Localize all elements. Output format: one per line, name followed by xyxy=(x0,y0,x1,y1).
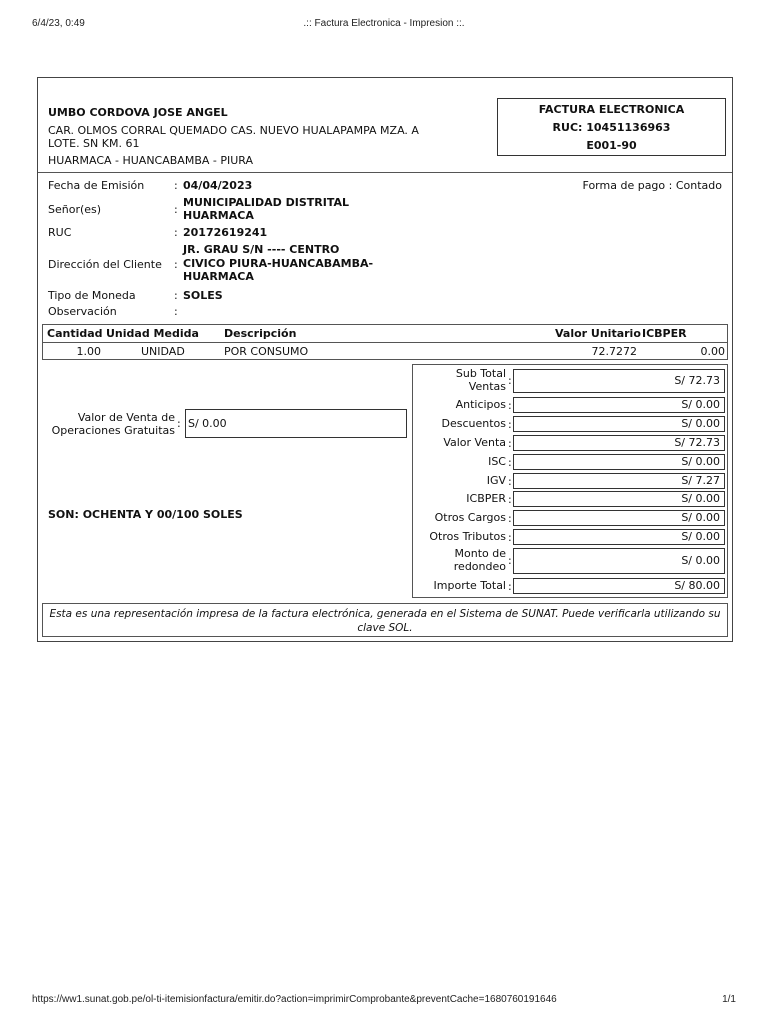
amount-in-words: SON: OCHENTA Y 00/100 SOLES xyxy=(48,508,243,521)
cell-unidad: UNIDAD xyxy=(141,345,185,358)
colon: : xyxy=(174,203,178,216)
total-label-anticipos: Anticipos xyxy=(455,398,506,411)
total-label-descuentos: Descuentos xyxy=(441,417,506,430)
senor-value-1: MUNICIPALIDAD DISTRITAL xyxy=(183,196,349,209)
total-value-descuentos: S/ 0.00 xyxy=(513,416,725,432)
direccion-value-3: HUARMACA xyxy=(183,270,254,283)
colon: : xyxy=(508,456,512,469)
divider xyxy=(43,342,727,343)
gratuitas-value: S/ 0.00 xyxy=(185,409,407,438)
colon: : xyxy=(508,554,512,567)
total-label-icbper: ICBPER xyxy=(466,492,506,505)
ruc-value: 20172619241 xyxy=(183,226,268,239)
total-value-otros-tributos: S/ 0.00 xyxy=(513,529,725,545)
invoice-document xyxy=(37,77,733,642)
total-label-importe-total: Importe Total xyxy=(433,579,506,592)
issuer-name: UMBO CORDOVA JOSE ANGEL xyxy=(48,106,228,119)
ruc-label: RUC xyxy=(48,226,72,239)
total-value-isc: S/ 0.00 xyxy=(513,454,725,470)
fecha-value: 04/04/2023 xyxy=(183,179,253,192)
moneda-value: SOLES xyxy=(183,289,223,302)
cell-cantidad: 1.00 xyxy=(76,345,101,358)
col-header-icbper: ICBPER xyxy=(642,327,687,340)
direccion-label: Dirección del Cliente xyxy=(48,258,162,271)
total-label-valor-venta: Valor Venta xyxy=(443,436,506,449)
colon: : xyxy=(174,305,178,318)
colon: : xyxy=(508,418,512,431)
gratuitas-label-2: Operaciones Gratuitas xyxy=(51,424,175,437)
total-value-anticipos: S/ 0.00 xyxy=(513,397,725,413)
colon: : xyxy=(508,437,512,450)
total-value-valor-venta: S/ 72.73 xyxy=(513,435,725,451)
items-table xyxy=(42,324,728,360)
fecha-label: Fecha de Emisión xyxy=(48,179,145,192)
cell-valor-unitario: 72.7272 xyxy=(591,345,637,358)
electronic-representation-note: Esta es una representación impresa de la factura electrónica, generada en el Sistema de SUNAT. Puede verificarla utilizando su clave SOL. xyxy=(42,603,728,637)
cell-descripcion: POR CONSUMO xyxy=(224,345,309,358)
col-header-valor-unitario: Valor Unitario xyxy=(555,327,641,340)
colon: : xyxy=(508,475,512,488)
issuer-location: HUARMACA - HUANCABAMBA - PIURA xyxy=(48,154,254,167)
total-value-importe-total: S/ 80.00 xyxy=(513,578,725,594)
colon: : xyxy=(174,226,178,239)
print-page-number: 1/1 xyxy=(722,994,736,1005)
print-datetime: 6/4/23, 0:49 xyxy=(32,18,85,29)
moneda-label: Tipo de Moneda xyxy=(48,289,136,302)
total-label-redondeo-2: redondeo xyxy=(453,560,506,573)
total-value-igv: S/ 7.27 xyxy=(513,473,725,489)
total-value-icbper: S/ 0.00 xyxy=(513,491,725,507)
total-label-subtotal-2: Ventas xyxy=(468,380,506,393)
gratuitas-label-1: Valor de Venta de xyxy=(77,411,175,424)
document-type: FACTURA ELECTRONICA xyxy=(538,103,685,116)
colon: : xyxy=(174,179,178,192)
total-value-subtotal: S/ 72.73 xyxy=(513,369,725,393)
colon: : xyxy=(177,417,181,430)
total-label-otros-cargos: Otros Cargos xyxy=(434,511,506,524)
col-header-unidad: Unidad Medida xyxy=(106,327,199,340)
direccion-value-2: CIVICO PIURA-HUANCABAMBA- xyxy=(183,257,374,270)
print-page-title: .:: Factura Electronica - Impresion ::. xyxy=(303,18,465,29)
total-label-igv: IGV xyxy=(486,474,506,487)
col-header-cantidad: Cantidad xyxy=(47,327,103,340)
total-value-redondeo: S/ 0.00 xyxy=(513,548,725,574)
col-header-descripcion: Descripción xyxy=(224,327,297,340)
document-number: E001-90 xyxy=(586,139,637,152)
colon: : xyxy=(508,531,512,544)
direccion-value-1: JR. GRAU S/N ---- CENTRO xyxy=(183,243,340,256)
forma-pago: Forma de pago : Contado xyxy=(582,179,722,192)
colon: : xyxy=(508,374,512,387)
issuer-address-line1: CAR. OLMOS CORRAL QUEMADO CAS. NUEVO HUALAPAMPA MZA. A xyxy=(48,124,419,137)
total-value-otros-cargos: S/ 0.00 xyxy=(513,510,725,526)
senor-label: Señor(es) xyxy=(48,203,102,216)
senor-value-2: HUARMACA xyxy=(183,209,254,222)
total-label-otros-tributos: Otros Tributos xyxy=(429,530,506,543)
colon: : xyxy=(508,580,512,593)
issuer-address-line2: LOTE. SN KM. 61 xyxy=(48,137,140,150)
issuer-ruc: RUC: 10451136963 xyxy=(552,121,671,134)
colon: : xyxy=(174,289,178,302)
total-label-redondeo-1: Monto de xyxy=(454,547,506,560)
print-url: https://ww1.sunat.gob.pe/ol-ti-itemisionfactura/emitir.do?action=imprimirComprobante&preventCache=1680760191646 xyxy=(32,994,557,1005)
total-label-isc: ISC xyxy=(488,455,506,468)
cell-icbper: 0.00 xyxy=(700,345,725,358)
total-label-subtotal-1: Sub Total xyxy=(455,367,506,380)
colon: : xyxy=(508,493,512,506)
divider xyxy=(38,172,732,173)
colon: : xyxy=(508,399,512,412)
colon: : xyxy=(174,258,178,271)
document-id-box xyxy=(497,98,726,156)
totals-panel xyxy=(412,364,728,598)
observacion-label: Observación xyxy=(48,305,117,318)
colon: : xyxy=(508,512,512,525)
